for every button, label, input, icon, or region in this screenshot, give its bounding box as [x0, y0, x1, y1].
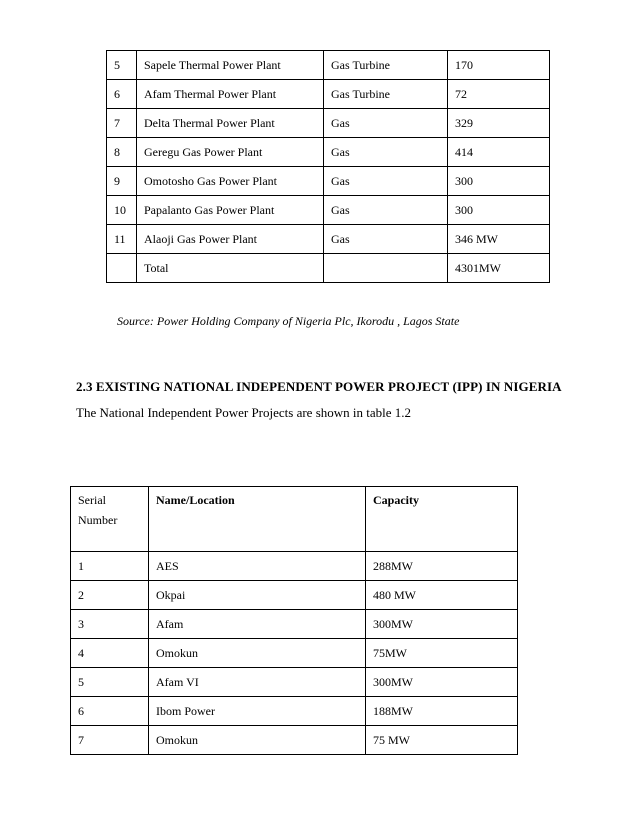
intro-paragraph: The National Independent Power Projects are shown in table 1.2: [76, 405, 412, 420]
table-header-row: [71, 487, 518, 552]
table-row: [71, 697, 518, 726]
name-location-cell: Omokun: [149, 639, 366, 668]
serial-cell: 6: [107, 80, 137, 109]
table-row: [71, 552, 518, 581]
table-row: [71, 726, 518, 755]
total-label: Total: [137, 254, 324, 283]
plant-type-cell: Gas Turbine: [324, 51, 448, 80]
capacity-cell: 300: [448, 196, 550, 225]
capacity-cell: 300MW: [366, 668, 518, 697]
table-row: [107, 196, 550, 225]
serial-cell: 7: [107, 109, 137, 138]
capacity-cell: 300MW: [366, 610, 518, 639]
serial-cell: 9: [107, 167, 137, 196]
table-row: [107, 80, 550, 109]
plant-name-cell: Geregu Gas Power Plant: [137, 138, 324, 167]
capacity-cell: 480 MW: [366, 581, 518, 610]
plant-type-cell: Gas: [324, 138, 448, 167]
plant-type-cell: Gas Turbine: [324, 80, 448, 109]
plant-type-cell: Gas: [324, 167, 448, 196]
capacity-header: Capacity: [366, 487, 518, 552]
serial-cell: 6: [71, 697, 149, 726]
table-row: [71, 610, 518, 639]
power-plants-table: [106, 50, 550, 283]
capacity-cell: 414: [448, 138, 550, 167]
table-row: [107, 109, 550, 138]
capacity-cell: 75 MW: [366, 726, 518, 755]
plant-type-cell: Gas: [324, 225, 448, 254]
empty-cell: [107, 254, 137, 283]
name-location-cell: Afam: [149, 610, 366, 639]
table-row: [107, 167, 550, 196]
capacity-cell: 188MW: [366, 697, 518, 726]
capacity-cell: 300: [448, 167, 550, 196]
serial-cell: 3: [71, 610, 149, 639]
capacity-cell: 72: [448, 80, 550, 109]
table-row: [71, 668, 518, 697]
serial-cell: 8: [107, 138, 137, 167]
empty-cell: [324, 254, 448, 283]
plant-name-cell: Afam Thermal Power Plant: [137, 80, 324, 109]
capacity-cell: 75MW: [366, 639, 518, 668]
table-row: [107, 138, 550, 167]
plant-name-cell: Delta Thermal Power Plant: [137, 109, 324, 138]
plant-name-cell: Alaoji Gas Power Plant: [137, 225, 324, 254]
serial-cell: 1: [71, 552, 149, 581]
serial-cell: 5: [107, 51, 137, 80]
total-value: 4301MW: [448, 254, 550, 283]
source-caption: Source: Power Holding Company of Nigeria Plc, Ikorodu , Lagos State: [117, 314, 460, 328]
name-location-header: Name/Location: [149, 487, 366, 552]
ipp-table: [70, 486, 518, 755]
name-location-cell: Omokun: [149, 726, 366, 755]
serial-cell: 7: [71, 726, 149, 755]
capacity-cell: 288MW: [366, 552, 518, 581]
table-row: [71, 639, 518, 668]
serial-cell: 2: [71, 581, 149, 610]
serial-cell: 5: [71, 668, 149, 697]
capacity-cell: 346 MW: [448, 225, 550, 254]
serial-header-line1: Serial: [78, 493, 106, 507]
name-location-cell: Afam VI: [149, 668, 366, 697]
name-location-cell: Okpai: [149, 581, 366, 610]
plant-name-cell: Papalanto Gas Power Plant: [137, 196, 324, 225]
plant-name-cell: Sapele Thermal Power Plant: [137, 51, 324, 80]
serial-cell: 10: [107, 196, 137, 225]
serial-cell: 11: [107, 225, 137, 254]
capacity-cell: 170: [448, 51, 550, 80]
name-location-cell: Ibom Power: [149, 697, 366, 726]
name-location-cell: AES: [149, 552, 366, 581]
plant-name-cell: Omotosho Gas Power Plant: [137, 167, 324, 196]
plant-type-cell: Gas: [324, 109, 448, 138]
table-row: [107, 225, 550, 254]
table-row: [107, 51, 550, 80]
serial-cell: 4: [71, 639, 149, 668]
total-row: [107, 254, 550, 283]
plant-type-cell: Gas: [324, 196, 448, 225]
table-row: [71, 581, 518, 610]
serial-header-line2: Number: [78, 513, 118, 527]
section-heading: 2.3 EXISTING NATIONAL INDEPENDENT POWER PROJECT (IPP) IN NIGERIA: [76, 379, 562, 394]
capacity-cell: 329: [448, 109, 550, 138]
serial-number-header: [71, 487, 149, 552]
